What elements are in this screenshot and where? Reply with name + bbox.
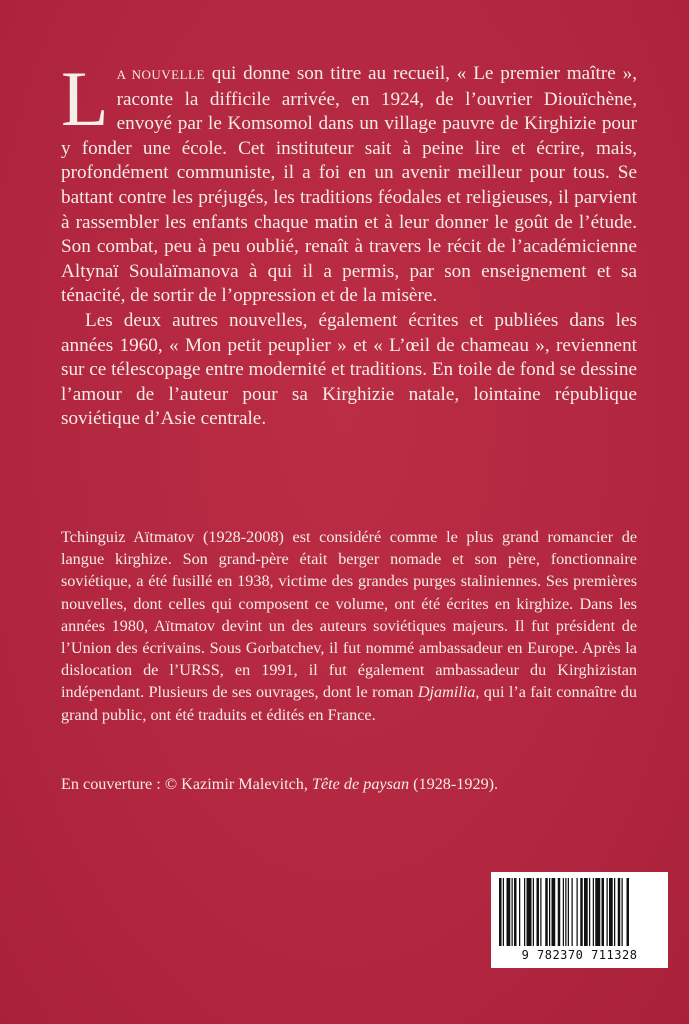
barcode-bar	[614, 878, 615, 946]
barcode-bar	[512, 878, 513, 946]
barcode-bar	[537, 878, 540, 946]
barcode-bar	[607, 878, 608, 946]
barcode-bar	[602, 878, 605, 946]
bio-paragraph	[61, 526, 637, 726]
small-caps-opening: A NOUVELLE	[116, 67, 205, 82]
barcode-bar	[618, 878, 621, 946]
barcode-bar	[499, 878, 502, 946]
barcode-bar	[563, 878, 564, 946]
isbn-number: 9 782370 711328	[521, 948, 638, 962]
barcode-bar	[609, 878, 613, 946]
barcode-bar	[565, 878, 566, 946]
barcode-bar	[552, 878, 556, 946]
cover-credit	[61, 773, 637, 795]
barcode-bar	[572, 878, 573, 946]
barcode-bar	[627, 878, 630, 946]
barcode-bar	[514, 878, 517, 946]
barcode-bar	[503, 878, 504, 946]
barcode-bar	[533, 878, 534, 946]
novel-title: Djamilia	[417, 683, 476, 702]
barcode-bar	[507, 878, 511, 946]
barcode-bar	[622, 878, 623, 946]
bio-text-start: Tchinguiz Aïtmatov (1928-2008) est considéré comme le plus grand romancier de langue kirghize. Son grand-père était berger nomade et son père, fonctionnaire soviétique, a été fusillé en 1938, victime des grandes purges staliniennes. Ses premières nouvelles, dont celles qui composent ce volume, ont été écrites en kirghize. Dans les années 1980, Aïtmatov devint un des auteurs soviétiques majeurs. Il fut président de l’Union des écrivains. Sous Gorbatchev, il fut nommé ambassadeur en Europe. Après la dislocation de l’URSS, en 1991, il fut également ambassadeur du Kirghizistan indépendant. Plusieurs de ses ouvrages, dont le roman	[61, 528, 637, 702]
summary-paragraph-1	[61, 55, 637, 309]
barcode	[491, 872, 668, 968]
summary-paragraph-1-text: qui donne son titre au recueil, « Le premier maître », raconte la difficile arrivée, en 1924, de l’ouvrier Diouïchène, envoyé par le Komsomol dans un village pauvre de Kirghizie pour y fonder une école. Cet instituteur sait à peine lire et écrire, mais, profondément communiste, il a foi en un avenir meilleur pour tous. Se battant contre les préjugés, les traditions féodales et religieuses, il parvient à rassembler les enfants chaque matin et à leur donner le goût de l’étude. Son combat, peu à peu oublié, renaît à travers le récit de l’académicienne Altynaï Soulaïmanova à qui il a permis, par son enseignement et sa ténacité, de sortir de l’oppression et de la misère.	[61, 63, 637, 307]
barcode-bar	[558, 878, 561, 946]
barcode-bar	[568, 878, 569, 946]
barcode-bar	[545, 878, 548, 946]
barcode-bar	[519, 878, 520, 946]
drop-cap: L	[61, 55, 109, 142]
artwork-title: Tête de paysan	[311, 775, 410, 793]
summary-paragraph-2: Les deux autres nouvelles, également écrites et publiées dans les années 1960, « Mon petit peuplier » et « L’œil de chameau », reviennent sur ce télescopage entre modernité et traditions. En toile de fond se dessine l’amour de l’auteur pour sa Kirghizie natale, lointaine république soviétique d’Asie centrale.	[61, 309, 637, 430]
barcode-bar	[549, 878, 550, 946]
book-summary	[61, 55, 637, 432]
barcode-bar	[593, 878, 594, 946]
barcode-bar	[595, 878, 600, 946]
barcode-bar	[540, 878, 541, 946]
barcode-bars	[499, 878, 660, 946]
barcode-bar	[584, 878, 588, 946]
barcode-bar	[527, 878, 532, 946]
author-biography	[61, 526, 637, 726]
barcode-bar	[524, 878, 525, 946]
bio-text-end: , qui l’a fait connaître du grand public, ont été traduits et édités en France.	[61, 683, 637, 724]
barcode-bar	[589, 878, 590, 946]
credit-prefix: En couverture : © Kazimir Malevitch,	[61, 775, 312, 793]
barcode-bar	[580, 878, 583, 946]
barcode-bar	[577, 878, 578, 946]
artwork-dates: (1928-1929).	[409, 775, 499, 793]
